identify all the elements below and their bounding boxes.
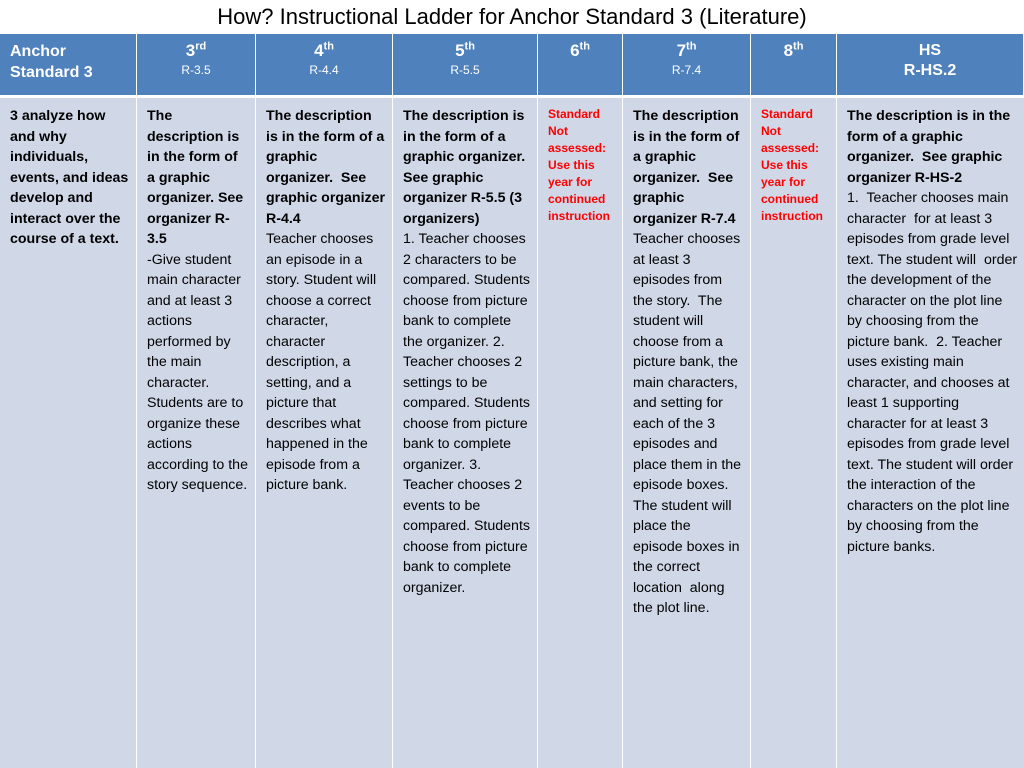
task-description: -Give student main character and at least 3 actions performed by the main character. Students are to organize these actions according to the story sequence. <box>147 251 252 493</box>
anchor-description: 3 analyze how and why individuals, events, and ideas develop and interact over the course of a text. <box>10 108 129 247</box>
header-grade-3 <box>137 34 256 98</box>
organizer-description: The description is in the form of a graphic organizer. See organizer R-3.5 <box>147 108 248 247</box>
header-anchor-standard <box>0 34 137 98</box>
cell-grade-4 <box>256 98 393 768</box>
organizer-description: The description is in the form of a graphic organizer. See graphic organizer R-HS-2 <box>847 108 1015 186</box>
task-description: 1. Teacher chooses main character for at least 3 episodes from grade level text. The student will order the development of the character on the plot line by choosing from the picture bank. 2. Teacher uses existing main character, and chooses at least 1 supporting character for at least 3 episodes from grade level text. The student will order the interaction of the characters on the plot line by choosing from the picture banks. <box>847 190 1022 555</box>
task-description: Teacher chooses at least 3 episodes from the story. The student will choose from a picture bank, the main characters, and setting for each of the 3 episodes and place them in the episode boxes. The student will place the episode boxes in the correct location along the plot line. <box>633 231 746 616</box>
standard-code: R-4.4 <box>309 63 339 77</box>
grade-suffix: th <box>579 40 590 53</box>
grade-number: HS <box>918 42 942 59</box>
cell-anchor-standard <box>0 98 137 768</box>
header-grade-4 <box>256 34 393 98</box>
standard-code: R-5.5 <box>450 63 480 77</box>
cell-grade-3 <box>137 98 256 768</box>
header-grade-5 <box>393 34 538 98</box>
cell-grade-8 <box>751 98 837 768</box>
cell-grade-7 <box>623 98 751 768</box>
slide-title: How? Instructional Ladder for Anchor Standard 3 (Literature) <box>217 4 807 29</box>
grade-suffix: th <box>686 40 697 53</box>
cell-grade-hs <box>837 98 1024 768</box>
grade-suffix: th <box>793 40 804 53</box>
header-grade-7 <box>623 34 751 98</box>
grade-suffix: rd <box>195 40 207 53</box>
standard-code: R-HS.2 <box>903 62 957 79</box>
instructional-ladder-table <box>0 34 1024 768</box>
grade-suffix: th <box>323 40 334 53</box>
task-description: Teacher chooses an episode in a story. Student will choose a correct character, character description, a setting, and a picture that describes what happened in the episode from a picture bank. <box>266 231 381 493</box>
grade-number: 7 <box>676 41 687 60</box>
grade-number: 6 <box>570 41 580 60</box>
standard-code: R-7.4 <box>671 63 702 77</box>
standard-code: R-3.5 <box>181 63 211 77</box>
not-assessed-note: Standard Not assessed: Use this year for continued instruction <box>548 107 610 223</box>
task-description: 1. Teacher chooses 2 characters to be compared. Students choose from picture bank to complete the organizer. 2. Teacher chooses 2 settings to be compared. Students choose from picture bank to complete organizer. 3. Teacher chooses 2 events to be compared. Students choose from picture bank to complete organizer. <box>403 231 534 596</box>
header-grade-8 <box>751 34 837 98</box>
header-anchor-label: Anchor Standard 3 <box>10 43 93 81</box>
not-assessed-note: Standard Not assessed: Use this year for continued instruction <box>761 107 823 223</box>
organizer-description: The description is in the form of a graphic organizer. See graphic organizer R-4.4 <box>266 108 389 227</box>
header-grade-hs <box>837 34 1024 98</box>
grade-number: 4 <box>314 41 324 60</box>
grade-number: 8 <box>783 41 794 60</box>
header-grade-6 <box>538 34 623 98</box>
grade-number: 3 <box>185 41 196 60</box>
grade-suffix: th <box>464 40 475 53</box>
cell-grade-5 <box>393 98 538 768</box>
grade-number: 5 <box>455 41 465 60</box>
organizer-description: The description is in the form of a graphic organizer. See graphic organizer R-5.5 (3 organizers) <box>403 108 534 227</box>
cell-grade-6 <box>538 98 623 768</box>
organizer-description: The description is in the form of a graphic organizer. See graphic organizer R-7.4 <box>633 108 744 227</box>
